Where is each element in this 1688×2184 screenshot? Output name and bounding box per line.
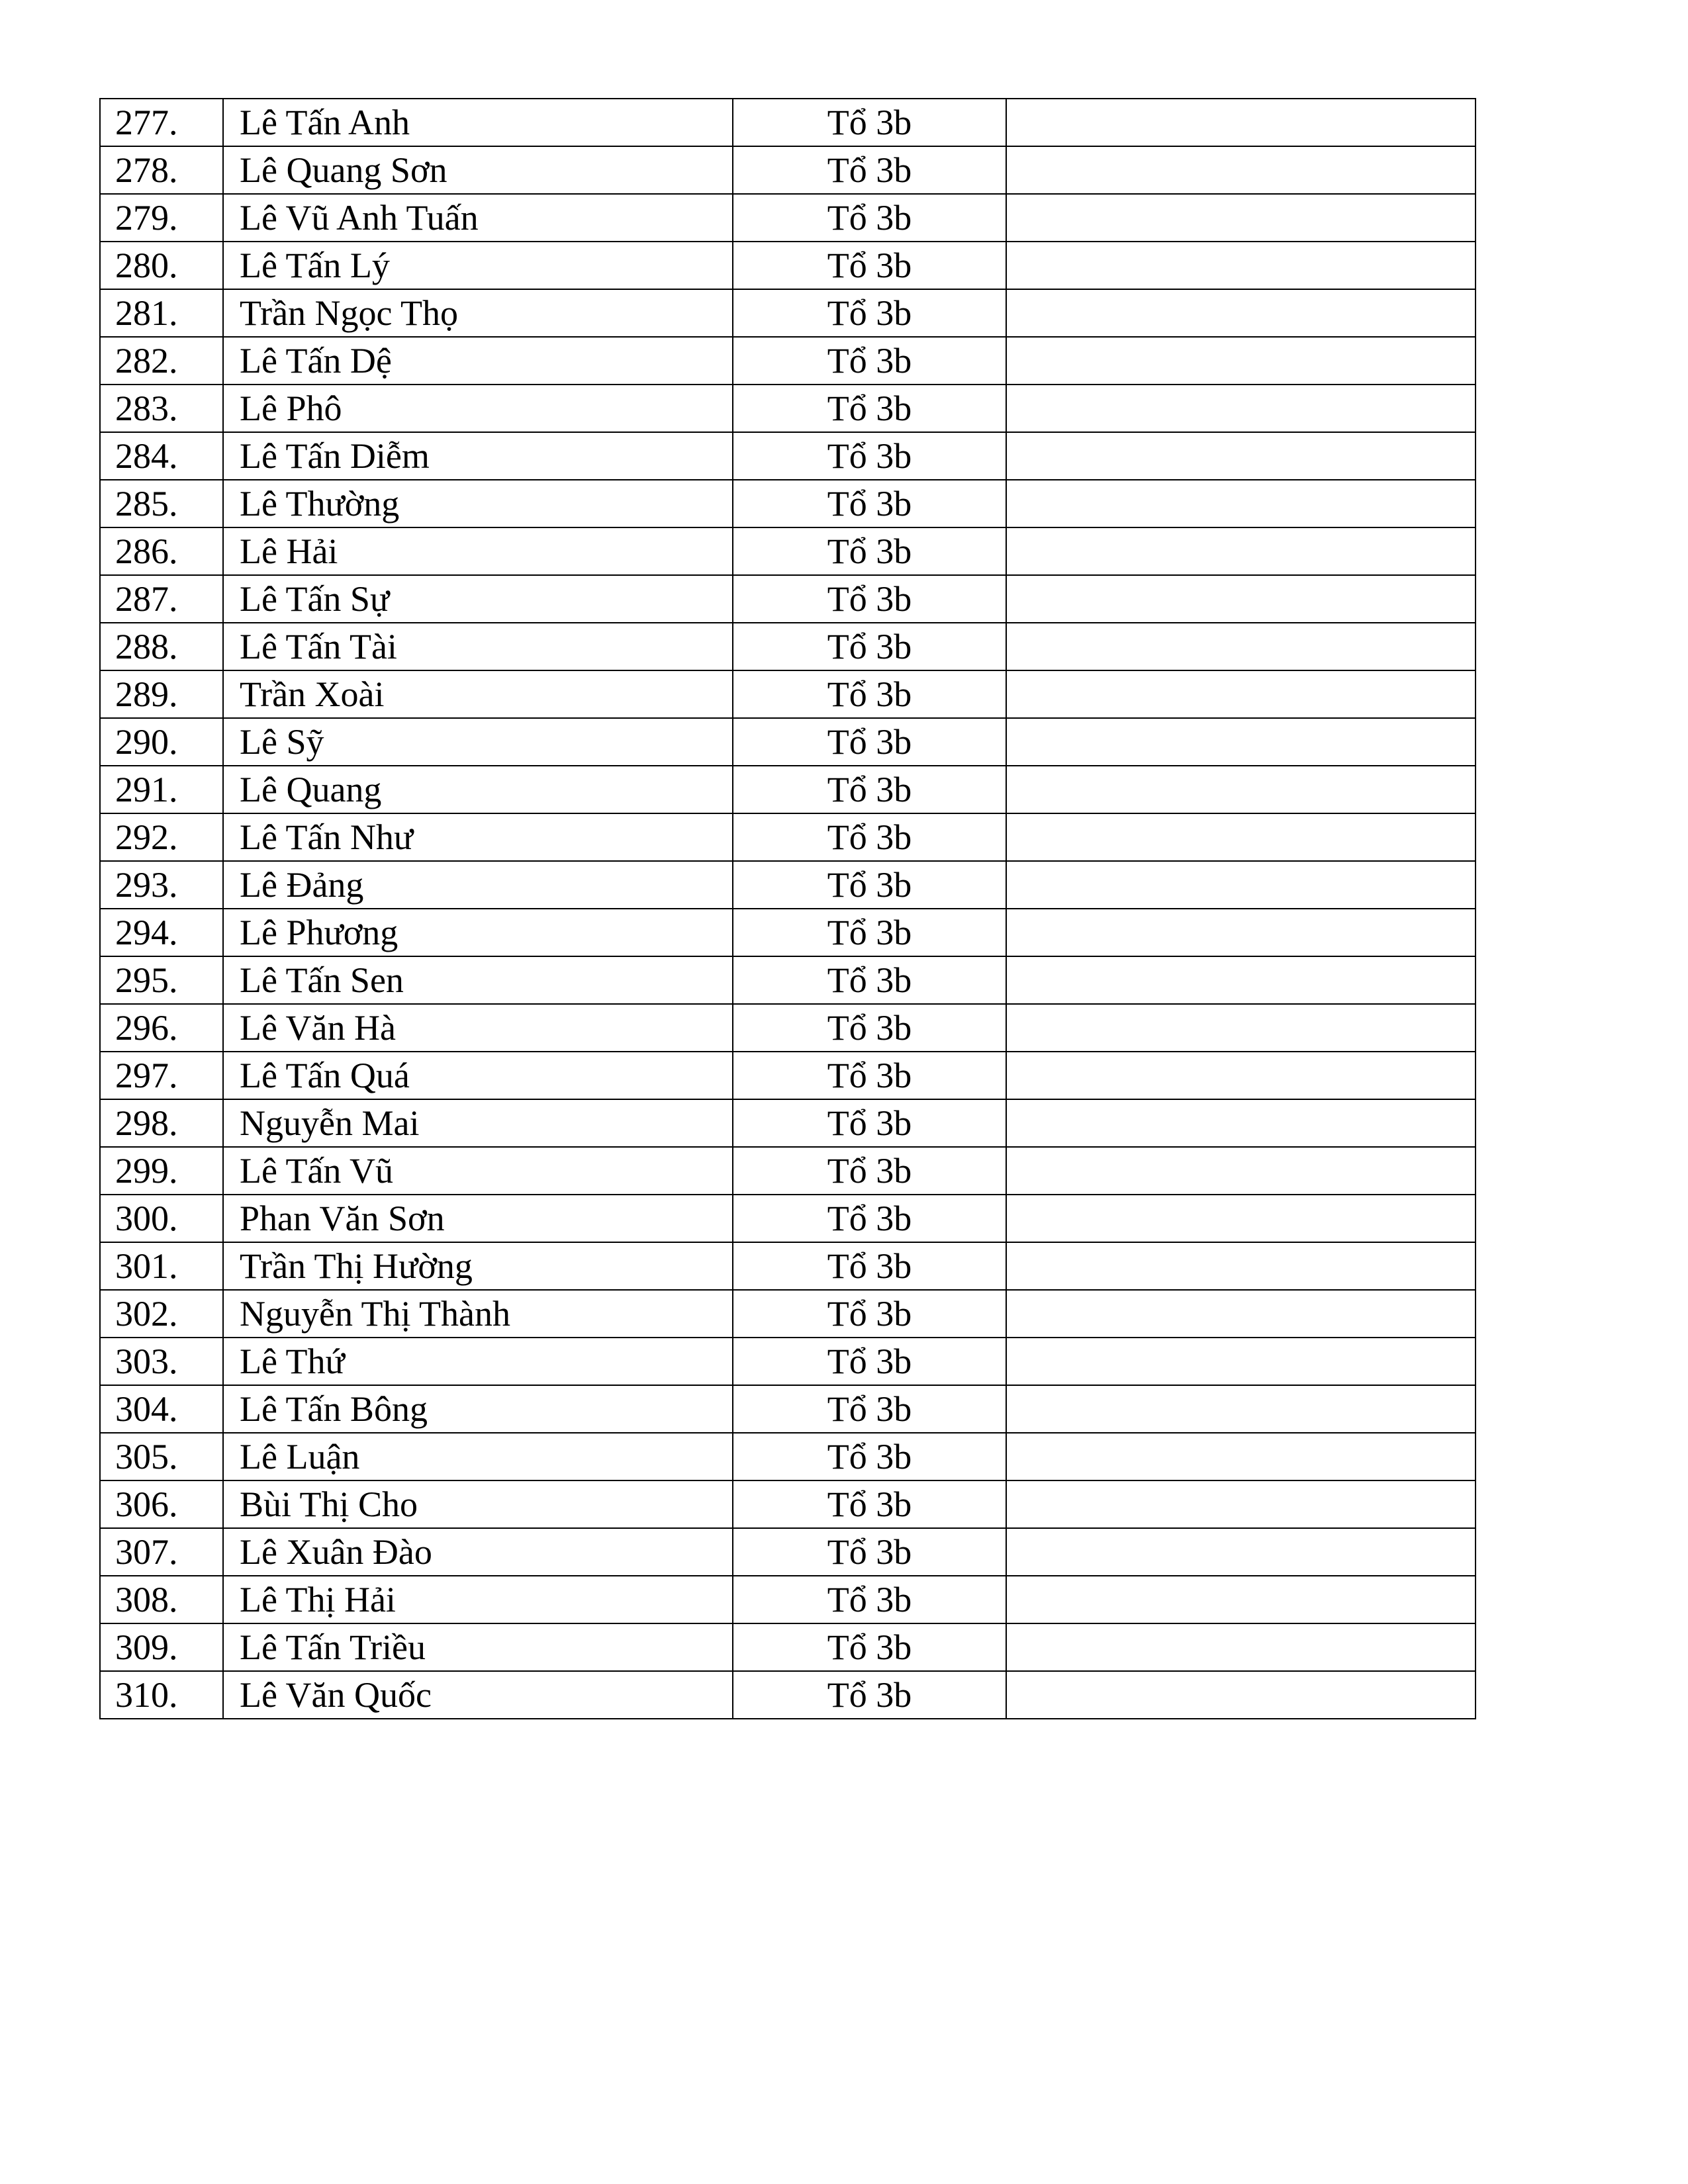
table-row [100, 1385, 1476, 1433]
table-row [100, 385, 1476, 432]
row-number-cell: 296. [100, 1004, 223, 1052]
row-note-cell [1006, 813, 1476, 861]
row-group-cell: Tổ 3b [733, 194, 1006, 242]
row-number-cell: 300. [100, 1195, 223, 1242]
row-name-cell: Nguyễn Mai [223, 1099, 733, 1147]
table-row [100, 432, 1476, 480]
row-number-cell: 293. [100, 861, 223, 909]
row-number-cell: 277. [100, 99, 223, 146]
row-group-cell: Tổ 3b [733, 670, 1006, 718]
row-number-cell: 305. [100, 1433, 223, 1480]
row-number-cell: 297. [100, 1052, 223, 1099]
row-note-cell [1006, 1671, 1476, 1719]
table-row [100, 289, 1476, 337]
table-row [100, 623, 1476, 670]
table-row [100, 527, 1476, 575]
row-name-cell: Lê Tấn Bông [223, 1385, 733, 1433]
row-name-cell: Lê Văn Quốc [223, 1671, 733, 1719]
table-row [100, 146, 1476, 194]
row-name-cell: Trần Ngọc Thọ [223, 289, 733, 337]
row-group-cell: Tổ 3b [733, 432, 1006, 480]
row-number-cell: 310. [100, 1671, 223, 1719]
row-group-cell: Tổ 3b [733, 1052, 1006, 1099]
table-row [100, 480, 1476, 527]
row-note-cell [1006, 1052, 1476, 1099]
row-note-cell [1006, 1290, 1476, 1338]
table-row [100, 718, 1476, 766]
row-note-cell [1006, 1385, 1476, 1433]
table-row [100, 1433, 1476, 1480]
row-note-cell [1006, 289, 1476, 337]
row-group-cell: Tổ 3b [733, 1147, 1006, 1195]
row-group-cell: Tổ 3b [733, 1242, 1006, 1290]
row-note-cell [1006, 623, 1476, 670]
row-number-cell: 291. [100, 766, 223, 813]
row-group-cell: Tổ 3b [733, 146, 1006, 194]
row-group-cell: Tổ 3b [733, 1004, 1006, 1052]
row-number-cell: 288. [100, 623, 223, 670]
row-note-cell [1006, 670, 1476, 718]
row-group-cell: Tổ 3b [733, 242, 1006, 289]
row-name-cell: Lê Luận [223, 1433, 733, 1480]
table-row [100, 861, 1476, 909]
row-number-cell: 303. [100, 1338, 223, 1385]
row-note-cell [1006, 146, 1476, 194]
row-name-cell: Lê Thị Hải [223, 1576, 733, 1623]
row-note-cell [1006, 575, 1476, 623]
row-group-cell: Tổ 3b [733, 337, 1006, 385]
row-group-cell: Tổ 3b [733, 718, 1006, 766]
row-note-cell [1006, 1147, 1476, 1195]
row-name-cell: Lê Tấn Anh [223, 99, 733, 146]
table-row [100, 956, 1476, 1004]
row-group-cell: Tổ 3b [733, 1385, 1006, 1433]
table-row [100, 1195, 1476, 1242]
row-name-cell: Lê Thường [223, 480, 733, 527]
row-name-cell: Lê Xuân Đào [223, 1528, 733, 1576]
row-name-cell: Lê Sỹ [223, 718, 733, 766]
row-number-cell: 282. [100, 337, 223, 385]
row-group-cell: Tổ 3b [733, 909, 1006, 956]
row-note-cell [1006, 1195, 1476, 1242]
row-group-cell: Tổ 3b [733, 1671, 1006, 1719]
row-number-cell: 283. [100, 385, 223, 432]
table-row [100, 1480, 1476, 1528]
table-row [100, 99, 1476, 146]
row-note-cell [1006, 242, 1476, 289]
row-number-cell: 304. [100, 1385, 223, 1433]
row-group-cell: Tổ 3b [733, 956, 1006, 1004]
row-name-cell: Lê Vũ Anh Tuấn [223, 194, 733, 242]
row-name-cell: Trần Thị Hường [223, 1242, 733, 1290]
row-note-cell [1006, 718, 1476, 766]
table-row [100, 1290, 1476, 1338]
table-row [100, 1242, 1476, 1290]
row-group-cell: Tổ 3b [733, 575, 1006, 623]
roster-body [100, 99, 1476, 1719]
row-name-cell: Lê Tấn Dệ [223, 337, 733, 385]
row-group-cell: Tổ 3b [733, 766, 1006, 813]
row-number-cell: 306. [100, 1480, 223, 1528]
row-number-cell: 295. [100, 956, 223, 1004]
table-row [100, 813, 1476, 861]
row-group-cell: Tổ 3b [733, 1576, 1006, 1623]
table-row [100, 670, 1476, 718]
row-number-cell: 307. [100, 1528, 223, 1576]
row-note-cell [1006, 1433, 1476, 1480]
row-number-cell: 301. [100, 1242, 223, 1290]
row-name-cell: Lê Thứ [223, 1338, 733, 1385]
row-group-cell: Tổ 3b [733, 1433, 1006, 1480]
table-row [100, 242, 1476, 289]
row-name-cell: Bùi Thị Cho [223, 1480, 733, 1528]
row-name-cell: Lê Tấn Diễm [223, 432, 733, 480]
row-note-cell [1006, 1099, 1476, 1147]
row-note-cell [1006, 1004, 1476, 1052]
row-name-cell: Lê Quang [223, 766, 733, 813]
row-group-cell: Tổ 3b [733, 1338, 1006, 1385]
row-name-cell: Lê Hải [223, 527, 733, 575]
row-name-cell: Lê Phô [223, 385, 733, 432]
row-name-cell: Lê Tấn Lý [223, 242, 733, 289]
row-name-cell: Lê Tấn Tài [223, 623, 733, 670]
table-row [100, 1671, 1476, 1719]
row-note-cell [1006, 766, 1476, 813]
row-note-cell [1006, 861, 1476, 909]
row-name-cell: Lê Tấn Như [223, 813, 733, 861]
row-number-cell: 284. [100, 432, 223, 480]
table-row [100, 1099, 1476, 1147]
row-note-cell [1006, 1242, 1476, 1290]
row-name-cell: Lê Quang Sơn [223, 146, 733, 194]
row-name-cell: Lê Tấn Triều [223, 1623, 733, 1671]
table-row [100, 194, 1476, 242]
row-note-cell [1006, 1528, 1476, 1576]
row-name-cell: Lê Tấn Sự [223, 575, 733, 623]
row-group-cell: Tổ 3b [733, 1195, 1006, 1242]
row-note-cell [1006, 1338, 1476, 1385]
row-group-cell: Tổ 3b [733, 527, 1006, 575]
row-number-cell: 302. [100, 1290, 223, 1338]
table-row [100, 1338, 1476, 1385]
row-group-cell: Tổ 3b [733, 1480, 1006, 1528]
roster-table [99, 98, 1476, 1719]
table-row [100, 766, 1476, 813]
row-group-cell: Tổ 3b [733, 623, 1006, 670]
row-name-cell: Phan Văn Sơn [223, 1195, 733, 1242]
table-row [100, 1052, 1476, 1099]
row-number-cell: 309. [100, 1623, 223, 1671]
row-number-cell: 294. [100, 909, 223, 956]
row-note-cell [1006, 1623, 1476, 1671]
table-row [100, 1576, 1476, 1623]
table-row [100, 337, 1476, 385]
table-row [100, 575, 1476, 623]
row-group-cell: Tổ 3b [733, 99, 1006, 146]
row-note-cell [1006, 385, 1476, 432]
row-note-cell [1006, 432, 1476, 480]
row-name-cell: Lê Văn Hà [223, 1004, 733, 1052]
row-number-cell: 290. [100, 718, 223, 766]
row-group-cell: Tổ 3b [733, 813, 1006, 861]
row-name-cell: Lê Tấn Sen [223, 956, 733, 1004]
table-row [100, 909, 1476, 956]
row-group-cell: Tổ 3b [733, 1290, 1006, 1338]
row-number-cell: 278. [100, 146, 223, 194]
row-group-cell: Tổ 3b [733, 385, 1006, 432]
row-number-cell: 280. [100, 242, 223, 289]
row-note-cell [1006, 480, 1476, 527]
row-number-cell: 292. [100, 813, 223, 861]
row-note-cell [1006, 1480, 1476, 1528]
row-name-cell: Lê Tấn Quá [223, 1052, 733, 1099]
row-group-cell: Tổ 3b [733, 1099, 1006, 1147]
row-number-cell: 281. [100, 289, 223, 337]
row-group-cell: Tổ 3b [733, 1623, 1006, 1671]
row-name-cell: Lê Đảng [223, 861, 733, 909]
row-number-cell: 285. [100, 480, 223, 527]
row-number-cell: 289. [100, 670, 223, 718]
table-row [100, 1623, 1476, 1671]
row-number-cell: 308. [100, 1576, 223, 1623]
row-note-cell [1006, 527, 1476, 575]
row-number-cell: 298. [100, 1099, 223, 1147]
row-note-cell [1006, 194, 1476, 242]
row-number-cell: 287. [100, 575, 223, 623]
row-note-cell [1006, 1576, 1476, 1623]
row-note-cell [1006, 337, 1476, 385]
row-group-cell: Tổ 3b [733, 1528, 1006, 1576]
table-row [100, 1004, 1476, 1052]
row-name-cell: Lê Phương [223, 909, 733, 956]
table-row [100, 1147, 1476, 1195]
row-group-cell: Tổ 3b [733, 861, 1006, 909]
row-note-cell [1006, 909, 1476, 956]
row-note-cell [1006, 99, 1476, 146]
row-group-cell: Tổ 3b [733, 289, 1006, 337]
row-note-cell [1006, 956, 1476, 1004]
row-name-cell: Trần Xoài [223, 670, 733, 718]
row-name-cell: Lê Tấn Vũ [223, 1147, 733, 1195]
table-row [100, 1528, 1476, 1576]
row-name-cell: Nguyễn Thị Thành [223, 1290, 733, 1338]
row-group-cell: Tổ 3b [733, 480, 1006, 527]
row-number-cell: 299. [100, 1147, 223, 1195]
row-number-cell: 286. [100, 527, 223, 575]
row-number-cell: 279. [100, 194, 223, 242]
